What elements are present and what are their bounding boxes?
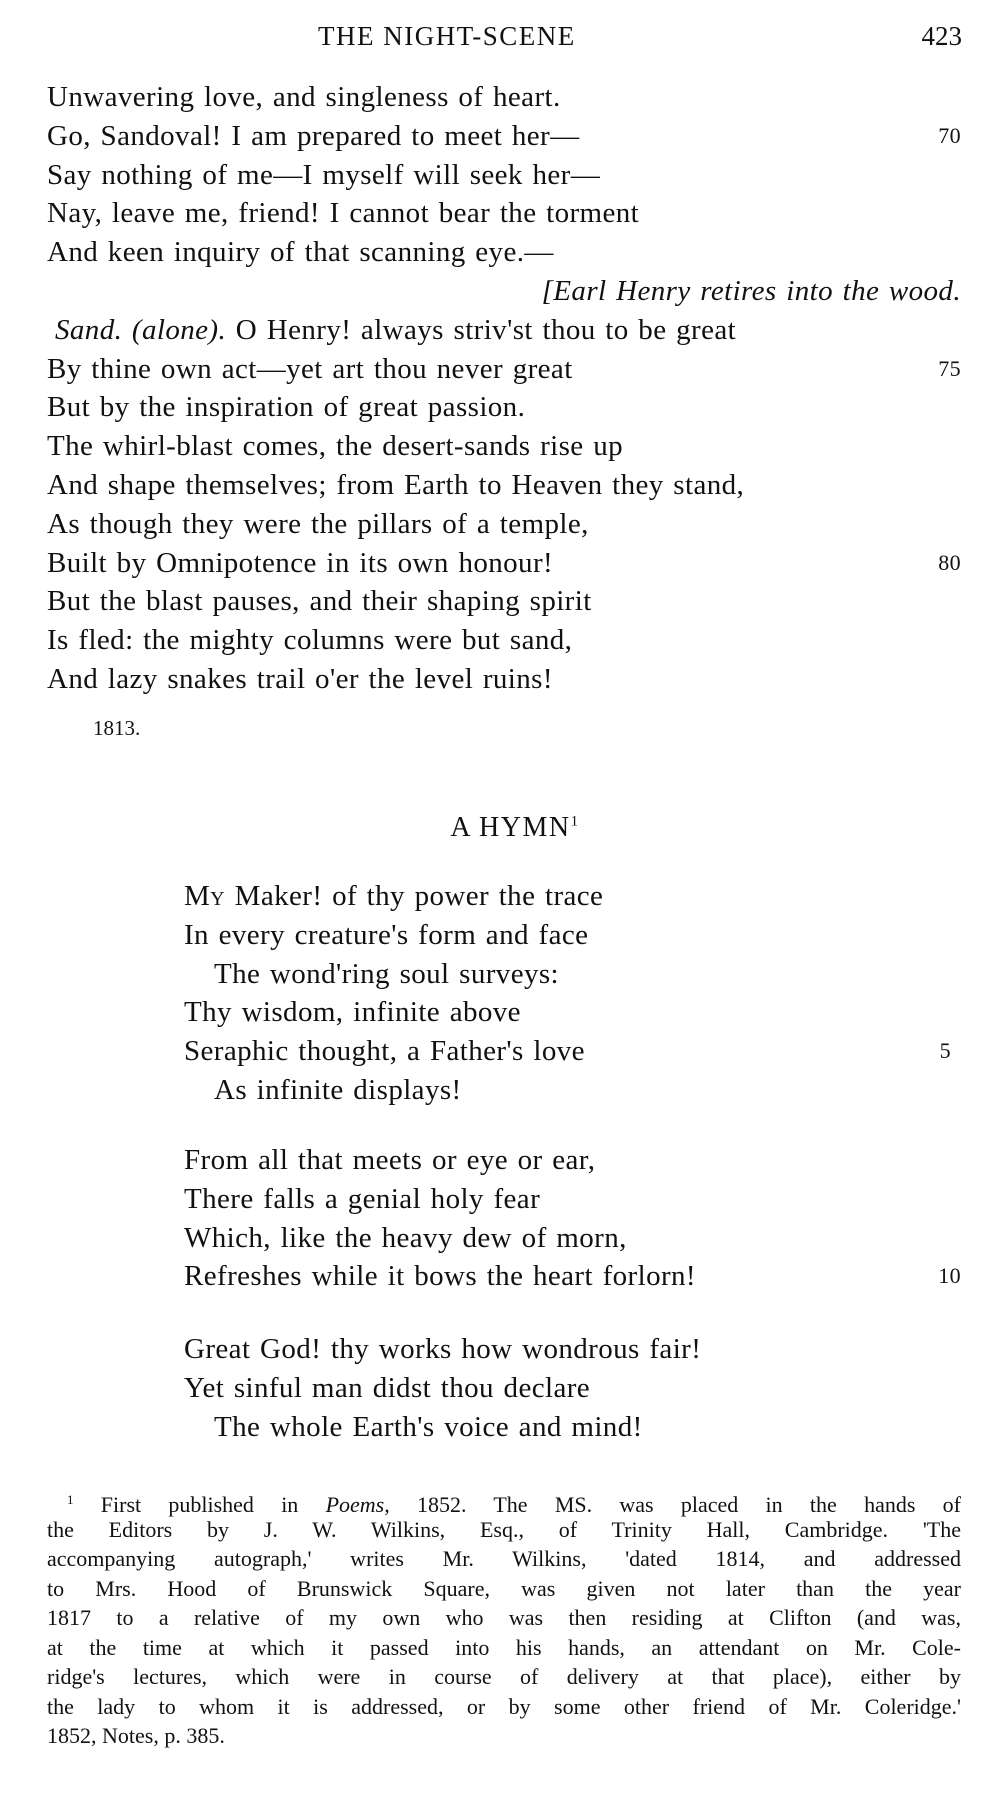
- verse-text: Maker! of thy power the trace: [225, 880, 604, 912]
- running-head: [0, 16, 1000, 56]
- footnote-text: , 1852. The MS. was placed in the hands of: [384, 1492, 961, 1517]
- verse-text: As infinite displays!: [214, 1073, 462, 1106]
- night-scene-text: [47, 78, 961, 699]
- drop-word: My: [184, 880, 226, 912]
- footnote-marker: 1: [67, 1492, 74, 1507]
- verse-text: Say nothing of me—I myself will seek her—: [47, 158, 601, 191]
- stage-direction: [Earl Henry retires into the wood.: [541, 274, 961, 307]
- verse-text: But by the inspiration of great passion.: [47, 391, 526, 424]
- verse-line: [184, 1330, 961, 1369]
- verse-text: And lazy snakes trail o'er the level ruins!: [47, 662, 553, 695]
- verse-line: [47, 582, 961, 621]
- line-number: 80: [938, 549, 961, 575]
- verse-line: [47, 660, 961, 699]
- verse-line: [184, 1180, 961, 1219]
- footnote-text: First published in: [73, 1492, 326, 1517]
- footnote-line: ridge's lectures, which were in course of delivery at that place), either by: [47, 1664, 961, 1689]
- footnote-line: to Mrs. Hood of Brunswick Square, was given not later than the year: [47, 1575, 961, 1601]
- verse-text: The whirl-blast comes, the desert-sands rise up: [47, 430, 624, 463]
- footnote-line: [47, 1485, 961, 1515]
- speaker-note: (alone).: [131, 313, 227, 346]
- poem-title-text: A HYMN: [450, 812, 571, 843]
- verse-line: [47, 311, 961, 350]
- footnote: [47, 1485, 961, 1751]
- footnote-italic: Poems: [325, 1492, 385, 1517]
- verse-text: Great God! thy works how wondrous fair!: [184, 1333, 702, 1365]
- page-number: 423: [921, 21, 962, 51]
- verse-text: The whole Earth's voice and mind!: [214, 1410, 643, 1443]
- verse-line: [47, 156, 961, 195]
- footnote-line: the lady to whom it is addressed, or by some other friend of Mr. Coleridge.': [47, 1693, 961, 1719]
- speaker-name: Sand.: [55, 313, 123, 346]
- verse-text: By thine own act—yet art thou never great: [47, 352, 573, 385]
- verse-line: [184, 1032, 961, 1071]
- verse-text: From all that meets or eye or ear,: [184, 1144, 596, 1176]
- verse-text: As though they were the pillars of a temple,: [47, 507, 589, 540]
- verse-line: [184, 1369, 961, 1408]
- footnote-line: 1817 to a relative of my own who was then residing at Clifton (and was,: [47, 1605, 961, 1630]
- verse-text: Go, Sandoval! I am prepared to meet her—: [47, 119, 580, 152]
- verse-line: [184, 1257, 961, 1296]
- verse-line: [47, 621, 961, 660]
- footnote-line: accompanying autograph,' writes Mr. Wilkins, 'dated 1814, and addressed: [47, 1546, 961, 1571]
- verse-text: And shape themselves; from Earth to Heaven they stand,: [47, 468, 745, 501]
- line-number: 10: [938, 1263, 961, 1289]
- poem-title: [0, 812, 1000, 844]
- verse-text: Seraphic thought, a Father's love: [184, 1035, 585, 1068]
- footnote-ref: 1: [570, 813, 580, 830]
- verse-line: [47, 233, 961, 272]
- verse-line: [47, 117, 961, 156]
- line-number: 75: [938, 355, 961, 381]
- verse-text: Nay, leave me, friend! I cannot bear the torment: [47, 197, 640, 230]
- footnote-line: the Editors by J. W. Wilkins, Esq., of Trinity Hall, Cambridge. 'The: [47, 1516, 961, 1542]
- footnote-line: at the time at which it passed into his hands, an attendant on Mr. Cole-: [47, 1634, 961, 1660]
- verse-text: Yet sinful man didst thou declare: [184, 1371, 591, 1404]
- verse-line: [184, 877, 961, 916]
- verse-text: O Henry! always striv'st thou to be great: [226, 313, 737, 346]
- verse-text: Which, like the heavy dew of morn,: [184, 1221, 627, 1254]
- verse-line: [47, 78, 961, 117]
- verse-text: And keen inquiry of that scanning eye.—: [47, 236, 554, 269]
- running-title: THE NIGHT-SCENE: [318, 21, 576, 51]
- verse-line: [184, 955, 961, 994]
- verse-text: Built by Omnipotence in its own honour!: [47, 546, 554, 579]
- verse-line: [184, 1219, 961, 1258]
- verse-line: [47, 427, 961, 466]
- line-number: 5: [939, 1038, 951, 1064]
- hymn-stanza-1: [184, 877, 961, 1110]
- verse-line: [47, 350, 961, 389]
- verse-line: [184, 916, 961, 955]
- verse-text: There falls a genial holy fear: [184, 1182, 541, 1215]
- verse-text: Thy wisdom, infinite above: [184, 996, 521, 1029]
- verse-line: [47, 466, 961, 505]
- verse-line: [47, 505, 961, 544]
- verse-line: [184, 1071, 961, 1110]
- hymn-stanza-3: [184, 1330, 961, 1446]
- verse-text: In every creature's form and face: [184, 918, 589, 951]
- verse-text: Refreshes while it bows the heart forlorn!: [184, 1260, 696, 1293]
- verse-line: [47, 388, 961, 427]
- verse-text: But the blast pauses, and their shaping spirit: [47, 585, 592, 618]
- hymn-stanza-2: [184, 1141, 961, 1296]
- footnote-line: 1852, Notes, p. 385.: [47, 1723, 225, 1748]
- verse-line: [184, 993, 961, 1032]
- line-number: 70: [938, 122, 961, 148]
- verse-line: [184, 1408, 961, 1447]
- composition-date: 1813.: [93, 716, 141, 740]
- verse-text: Unwavering love, and singleness of heart.: [47, 81, 561, 113]
- verse-line: [47, 544, 961, 583]
- verse-text: Is fled: the mighty columns were but sand,: [47, 624, 573, 657]
- verse-line: [184, 1141, 961, 1180]
- verse-line: [47, 194, 961, 233]
- verse-text: The wond'ring soul surveys:: [214, 957, 560, 990]
